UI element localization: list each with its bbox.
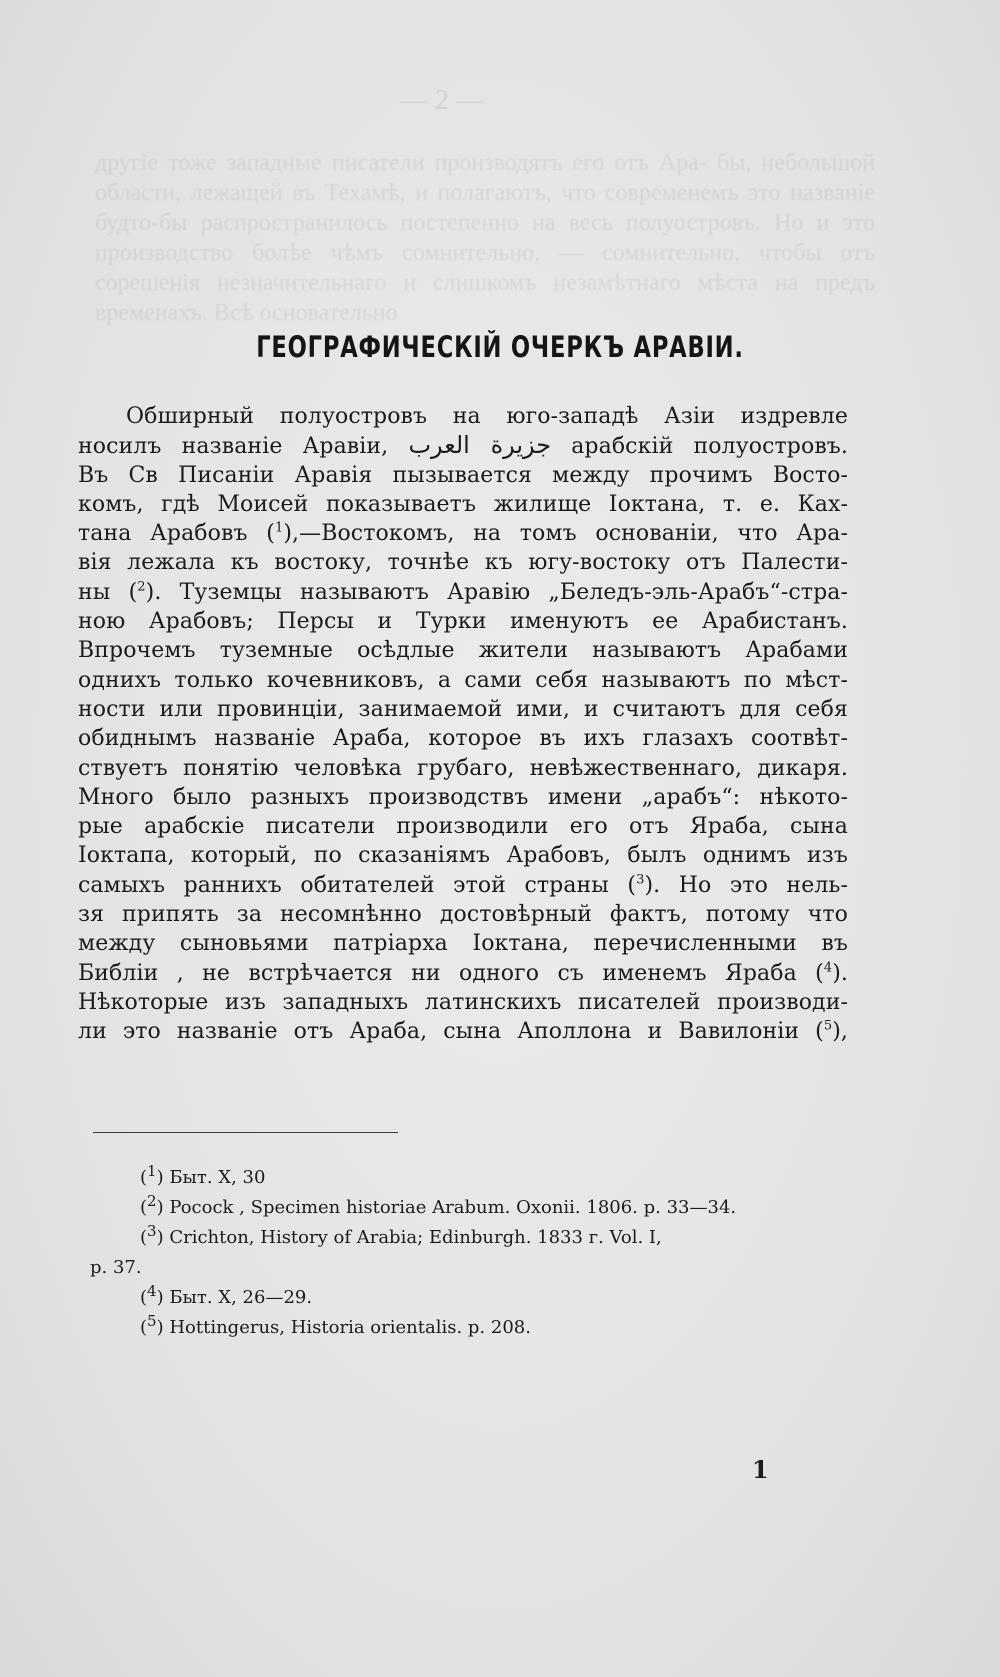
body-line	[78, 988, 848, 1017]
page-title: ГЕОГРАФИЧЕСКІЙ ОЧЕРКЪ АРАВІИ.	[256, 330, 744, 364]
footnote: ($^4$) Быт. X, 26—29.	[140, 1282, 313, 1308]
footnote-text: Быт. X, 26—29.	[169, 1287, 313, 1308]
body-line-text: ствуетъ понятію человѣка грубаго, невѣжественнаго, дикаря.	[78, 755, 848, 781]
arabic-term: جزيرة العرب	[408, 431, 552, 460]
body-line-text: ли это названіе отъ Араба, сына Аполлона и Вавилоніи (	[78, 1019, 824, 1045]
body-line-text: зя припять за несомнѣнно достовѣрный фактъ, потому что	[78, 902, 848, 928]
body-line	[78, 402, 848, 431]
body-line-text: Нѣкоторые изъ западныхъ латинскихъ писателей производи-	[78, 989, 848, 1015]
body-line-text: обиднымъ названіе Араба, которое въ ихъ глазахъ соотвѣт-	[78, 726, 848, 752]
body-line-text: комъ, гдѣ Моисей показываетъ жилище Іоктана, т. е. Ках-	[78, 491, 848, 517]
body-line-text: однихъ только кочевниковъ, а сами себя называютъ по мѣст-	[78, 667, 848, 693]
body-line	[78, 783, 848, 812]
body-line-text: ны (	[78, 579, 138, 605]
body-line-text: рые арабскіе писатели производили его отъ Яраба, сына	[78, 814, 848, 840]
body-line-text: носилъ названіе Аравіи,	[78, 434, 409, 460]
body-line	[78, 900, 848, 929]
body-line	[78, 959, 848, 988]
signature-mark: 1	[752, 1455, 769, 1484]
body-line	[78, 871, 848, 900]
body-line-text: ). Туземцы называютъ Аравію „Беледъ-эль-Арабъ“-стра-	[145, 579, 848, 605]
footnote-text: Crichton, History of Arabia; Edinburgh. 1833 г. Vol. I,	[169, 1227, 662, 1248]
footnote-continuation: p. 37.	[90, 1257, 142, 1278]
body-line	[78, 431, 848, 460]
body-line-text: Впрочемъ туземные осѣдлые жители называютъ Арабами	[78, 638, 848, 664]
body-line	[78, 841, 848, 870]
body-line	[78, 666, 848, 695]
footnote-text: Быт. X, 30	[169, 1167, 266, 1188]
footnote-mark: 1	[147, 1162, 157, 1180]
footnote: ($^3$) Crichton, History of Arabia; Edinburgh. 1833 г. Vol. I,	[140, 1222, 662, 1248]
body-line-text: Въ Св Писаніи Аравія пызывается между прочимъ Восто-	[78, 462, 848, 488]
body-line	[78, 1017, 848, 1046]
body-line	[78, 490, 848, 519]
footnote-rule	[93, 1132, 398, 1133]
body-line-text: Библіи , не встрѣчается ни одного съ именемъ Яраба (	[78, 960, 824, 986]
body-line-text: арабскій полуостровъ.	[551, 434, 848, 460]
body-line	[78, 754, 848, 783]
body-text	[78, 402, 848, 1047]
footnote: ($^1$) Быт. X, 30	[140, 1162, 266, 1188]
footnote-text: Hottingerus, Historia orientalis. p. 208.	[169, 1317, 531, 1338]
footnote: ($^2$) Pocock , Specimen historiae Arabum. Oxonii. 1806. p. 33—34.	[140, 1192, 737, 1218]
body-line-text: ),—Востокомъ, на томъ основаніи, что Ара-	[283, 521, 848, 547]
body-line	[78, 636, 848, 665]
footnote-text: Pocock , Specimen historiae Arabum. Oxonii. 1806. p. 33—34.	[169, 1197, 737, 1218]
footnote-reference: 4	[823, 960, 833, 976]
body-line-text: Обширный полуостровъ на юго-западѣ Азіи издревле	[126, 404, 848, 429]
footnote-reference: 1	[274, 520, 284, 536]
footnote-mark: 5	[147, 1312, 157, 1330]
footnote-reference: 5	[823, 1018, 833, 1034]
body-line	[78, 519, 848, 548]
body-line-text: Іоктапа, который, по сказаніямъ Арабовъ, былъ однимъ изъ	[78, 843, 848, 869]
body-line	[78, 929, 848, 958]
body-line-text: ),	[832, 1019, 848, 1045]
footnote-reference: 3	[636, 872, 645, 888]
body-line	[78, 578, 848, 607]
bleed-through-text: другіе тоже западные писатели производятъ его отъ Ара- бы, небольшой области, лежащей въ Техамѣ, и полагаютъ, что современемъ это названіе будто-бы распространилось постепенно на весь полуостровъ. Но и это производство болѣе чѣмъ сомнительно, — сомнительно, чтобы отъ сорешенія незначительнаго и слишкомъ незамѣтнаго мѣста на предъ временахъ. Всѣ основательно	[95, 150, 875, 326]
body-line-text: Много было разныхъ производствъ имени „арабъ“: нѣкото-	[78, 784, 848, 810]
footnote-mark: 2	[147, 1192, 157, 1210]
body-line-text: вія лежала къ востоку, точнѣе къ югу-востоку отъ Палести-	[78, 550, 848, 576]
body-line-text: самыхъ раннихъ обитателей этой страны (	[78, 872, 637, 898]
footnote-mark: 3	[147, 1222, 157, 1240]
body-line	[78, 607, 848, 636]
footnote-mark: 4	[147, 1282, 157, 1300]
body-line-text: ). Но это нель-	[644, 872, 848, 898]
body-line-text: тана Арабовъ (	[78, 521, 275, 547]
footnote: ($^5$) Hottingerus, Historia orientalis. p. 208.	[140, 1312, 531, 1338]
body-line-text: ).	[832, 960, 848, 986]
body-line-text: между сыновьями патріарха Іоктана, перечисленными въ	[78, 931, 848, 957]
body-line	[78, 695, 848, 724]
body-line	[78, 548, 848, 577]
footnotes	[90, 1163, 860, 1343]
body-line	[78, 724, 848, 753]
body-line	[78, 461, 848, 490]
bleed-through-page-number: — 2 —	[400, 85, 484, 116]
body-line-text: ности или провинціи, занимаемой ими, и считаютъ для себя	[78, 696, 848, 722]
body-line-text: ною Арабовъ; Персы и Турки именуютъ ее Арабистанъ.	[78, 609, 848, 635]
footnote-reference: 2	[137, 579, 146, 595]
body-line	[78, 812, 848, 841]
